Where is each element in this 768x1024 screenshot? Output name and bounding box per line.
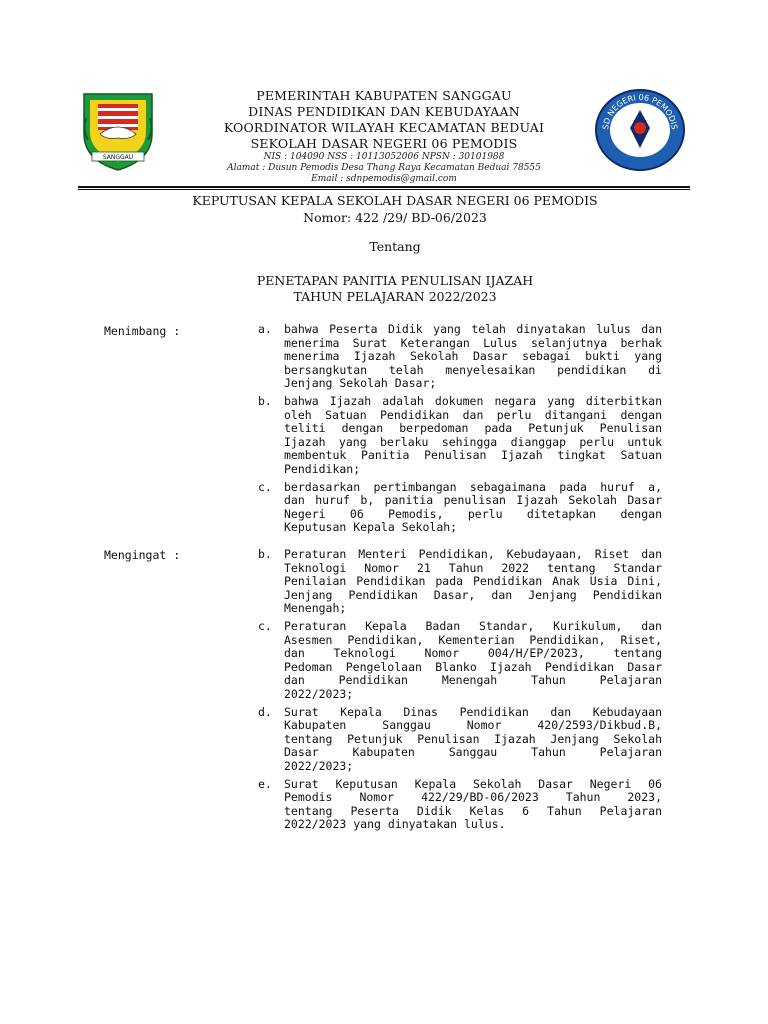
clause-line: membentuk Panitia Penulisan Ijazah tingkat Satuan bbox=[284, 448, 662, 463]
letterhead-text bbox=[174, 88, 594, 185]
clause-text bbox=[284, 778, 662, 832]
subject-line-1: PENETAPAN PANITIA PENULISAN IJAZAH bbox=[256, 273, 534, 288]
decree-number: Nomor: 422 /29/ BD-06/2023 bbox=[303, 210, 487, 225]
clause-text bbox=[284, 548, 662, 616]
clause-line: oleh Satuan Pendidikan dan perlu ditangani dengan bbox=[284, 407, 662, 422]
school-id-line: NIS : 104090 NSS : 10113052006 NPSN : 30101988 bbox=[263, 152, 505, 162]
about-label: Tentang bbox=[369, 239, 421, 254]
subject-line-2: TAHUN PELAJARAN 2022/2023 bbox=[293, 289, 497, 304]
school-badge-icon bbox=[594, 88, 686, 172]
clause-line: dan Pendidikan Menengah Tahun Pelajaran bbox=[284, 673, 662, 688]
clause-line: 2022/2023; bbox=[284, 758, 354, 773]
clause-line: menerima Ijazah Sekolah Dasar sebagai bukti yang bbox=[284, 349, 662, 364]
clause-line: 2022/2023; bbox=[284, 686, 354, 701]
clause-item bbox=[258, 706, 668, 774]
clause-line: teliti dengan berpedoman pada Petunjuk Penulisan bbox=[284, 421, 662, 436]
clause-letter: d. bbox=[258, 704, 272, 719]
clause-letter: a. bbox=[258, 322, 272, 336]
clause-line: Kabupaten Sanggau Nomor 420/2593/Dikbud.B, bbox=[284, 718, 662, 733]
clause-text bbox=[284, 323, 662, 391]
gov-line: PEMERINTAH KABUPATEN SANGGAU bbox=[256, 88, 512, 103]
clause-line: 2022/2023 yang dinyatakan lulus. bbox=[284, 817, 506, 832]
clause-line: berdasarkan pertimbangan sebagaimana pada huruf a, bbox=[284, 479, 662, 494]
address-line: Alamat : Dusun Pemodis Desa Thang Raya Kecamatan Beduai 78555 bbox=[227, 163, 541, 173]
clause-line: Menengah; bbox=[284, 601, 347, 616]
letterhead-rule-thin bbox=[78, 189, 690, 190]
clause-line: dan huruf b, panitia penulisan Ijazah Sekolah Dasar bbox=[284, 493, 662, 508]
clause-line: Surat Keputusan Kepala Sekolah Dasar Negeri 06 bbox=[284, 776, 662, 791]
clause-text bbox=[284, 481, 662, 535]
clause-line: Peraturan Kepala Badan Standar, Kurikulum, dan bbox=[284, 619, 662, 633]
clause-text bbox=[284, 395, 662, 477]
clause-line: Jenjang Sekolah Dasar; bbox=[284, 376, 437, 391]
email-line: Email : sdnpemodis@gmail.com bbox=[311, 174, 457, 184]
menimbang-label: Menimbang : bbox=[104, 324, 181, 338]
badge-bottom-text: KECAMATAN BEDUAI bbox=[614, 140, 666, 158]
department-line: DINAS PENDIDIKAN DAN KEBUDAYAAN bbox=[248, 104, 520, 119]
clause-line: Pedoman Pengelolaan Blanko Ijazah Pendidikan Dasar bbox=[284, 659, 662, 674]
kabupaten-sanggau-emblem-icon bbox=[78, 90, 158, 172]
clause-line: Peraturan Menteri Pendidikan, Kebudayaan, Riset dan bbox=[284, 547, 662, 561]
clause-line: Jenjang Pendidikan Dasar, dan Jenjang Pendidikan bbox=[284, 587, 662, 602]
school-name-line: SEKOLAH DASAR NEGERI 06 PEMODIS bbox=[250, 136, 518, 151]
mengingat-label: Mengingat : bbox=[104, 548, 181, 562]
clause-line: menerima Surat Keterangan Lulus selanjutnya berhak bbox=[284, 335, 662, 350]
clause-line: bersangkutan telah menyelesaikan pendidikan di bbox=[284, 362, 662, 377]
clause-letter: b. bbox=[258, 547, 272, 561]
clause-line: Negeri 06 Pemodis, perlu ditetapkan dengan bbox=[284, 506, 662, 521]
clause-item bbox=[258, 323, 668, 391]
clause-line: Ijazah yang berlaku sehingga dianggap perlu untuk bbox=[284, 434, 662, 449]
clause-item bbox=[258, 778, 668, 832]
clause-item bbox=[258, 481, 668, 535]
clause-line: Keputusan Kepala Sekolah; bbox=[284, 520, 458, 535]
clause-text bbox=[284, 620, 662, 702]
clause-line: tentang Peserta Didik Kelas 6 Tahun Pelajaran bbox=[284, 803, 662, 818]
decree-heading: KEPUTUSAN KEPALA SEKOLAH DASAR NEGERI 06 PEMODIS bbox=[192, 193, 598, 208]
emblem-ribbon-text: SANGGAU bbox=[102, 154, 134, 161]
clause-letter: e. bbox=[258, 776, 272, 791]
clause-line: bahwa Ijazah adalah dokumen negara yang diterbitkan bbox=[284, 394, 662, 408]
clause-line: bahwa Peserta Didik yang telah dinyatakan lulus dan bbox=[284, 322, 662, 336]
clause-text bbox=[284, 706, 662, 774]
clause-line: Teknologi Nomor 21 Tahun 2022 tentang Standar bbox=[284, 560, 662, 575]
clause-line: Dasar Kabupaten Sanggau Tahun Pelajaran bbox=[284, 745, 662, 760]
clause-line: Pendidikan; bbox=[284, 461, 361, 476]
clause-line: dan Teknologi Nomor 004/H/EP/2023, tentang bbox=[284, 646, 662, 661]
clause-line: Asesmen Pendidikan, Kementerian Pendidikan, Riset, bbox=[284, 632, 662, 647]
clause-line: tentang Petunjuk Penulisan Ijazah Jenjang Sekolah bbox=[284, 731, 662, 746]
clause-letter: b. bbox=[258, 394, 272, 408]
badge-top-text: SD NEGERI 06 PEMODIS bbox=[601, 92, 679, 131]
clause-line: Surat Kepala Dinas Pendidikan dan Kebudayaan bbox=[284, 704, 662, 719]
clause-letter: c. bbox=[258, 619, 272, 633]
coordinator-line: KOORDINATOR WILAYAH KECAMATAN BEDUAI bbox=[223, 120, 545, 135]
clause-item bbox=[258, 395, 668, 477]
clause-line: Penilaian Pendidikan pada Pendidikan Anak Usia Dini, bbox=[284, 574, 662, 589]
clause-item bbox=[258, 620, 668, 702]
clause-letter: c. bbox=[258, 479, 272, 494]
clause-line: Pemodis Nomor 422/29/BD-06/2023 Tahun 2023, bbox=[284, 790, 662, 805]
letterhead-rule-thick bbox=[78, 186, 690, 188]
letterhead bbox=[74, 84, 694, 184]
clause-item bbox=[258, 548, 668, 616]
